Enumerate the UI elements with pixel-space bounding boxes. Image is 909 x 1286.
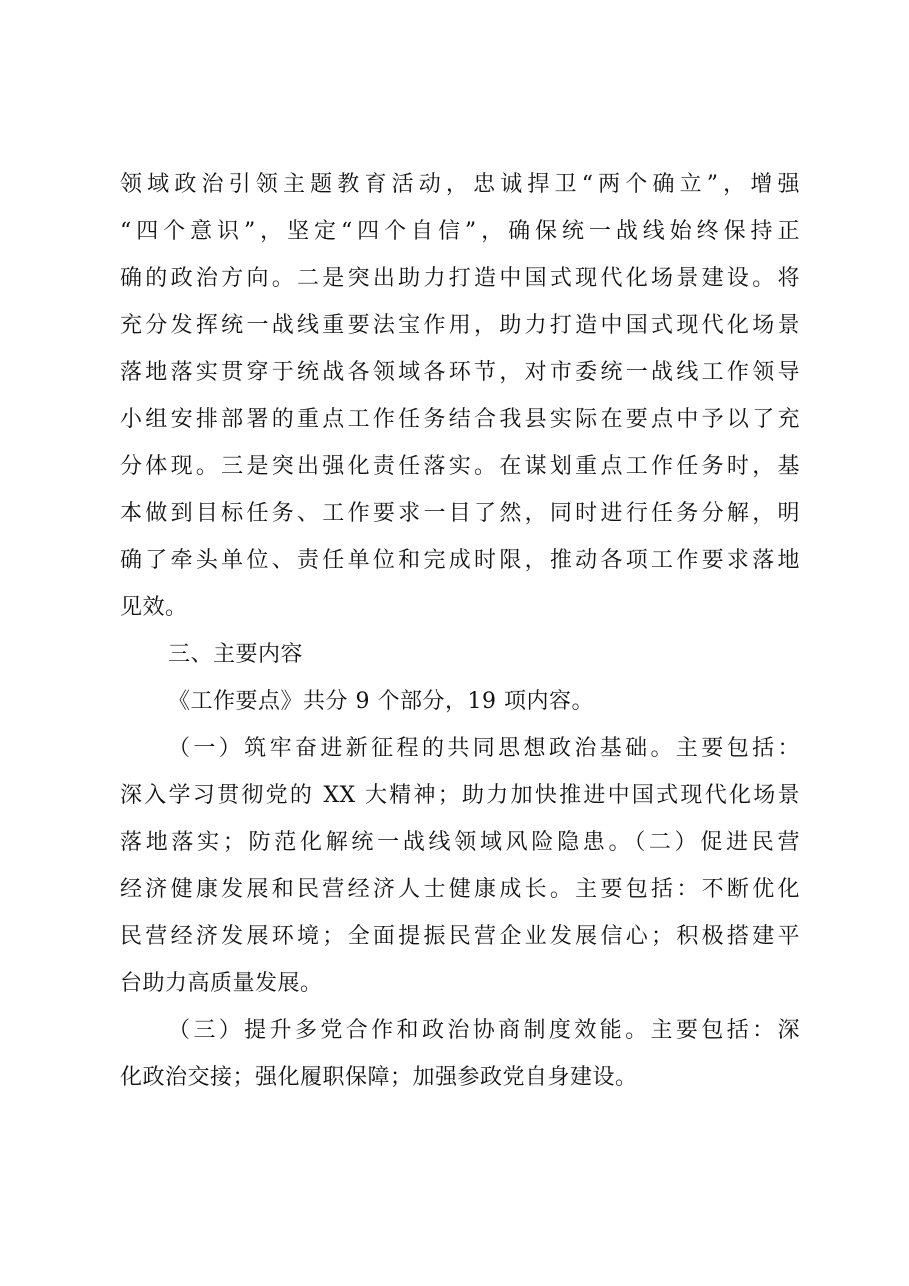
paragraph-line: 落地落实；防范化解统一战线领域风险隐患。（二）促进民营 [120,830,800,855]
paragraph-line: 见效。 [120,595,188,620]
paragraph-line: 化政治交接；强化履职保障；加强参政党自身建设。 [120,1065,638,1090]
paragraph-line: 本做到目标任务、工作要求一目了然，同时进行任务分解，明 [120,501,800,526]
paragraph-line: 确的政治方向。二是突出助力打造中国式现代化场景建设。将 [120,266,800,291]
paragraph-line: 民营经济发展环境；全面提振民营企业发展信心；积极搭建平 [120,924,800,949]
paragraph-line: 领域政治引领主题教育活动，忠诚捍卫“两个确立”，增强 [120,172,800,197]
paragraph-line: 经济健康发展和民营经济人士健康成长。主要包括：不断优化 [120,877,800,902]
paragraph-line: 台助力高质量发展。 [120,971,323,996]
paragraph-line: 分体现。三是突出强化责任落实。在谋划重点工作任务时，基 [120,454,800,479]
paragraph-line: 深入学习贯彻党的 XX 大精神；助力加快推进中国式现代化场景 [120,783,800,808]
paragraph-line: “四个意识”，坚定“四个自信”，确保统一战线始终保持正 [120,219,800,244]
paragraph-line: 充分发挥统一战线重要法宝作用，助力打造中国式现代化场景 [120,313,800,338]
paragraph-line: （一）筑牢奋进新征程的共同思想政治基础。主要包括： [168,736,800,761]
paragraph-line: （三）提升多党合作和政治协商制度效能。主要包括：深 [168,1018,800,1043]
paragraph-line: 小组安排部署的重点工作任务结合我县实际在要点中予以了充 [120,407,800,432]
section-heading: 三、主要内容 [168,642,304,667]
paragraph-line: 《工作要点》共分 9 个部分，19 项内容。 [168,689,594,714]
paragraph-line: 落地落实贯穿于统战各领域各环节，对市委统一战线工作领导 [120,360,800,385]
paragraph-line: 确了牵头单位、责任单位和完成时限，推动各项工作要求落地 [120,548,800,573]
